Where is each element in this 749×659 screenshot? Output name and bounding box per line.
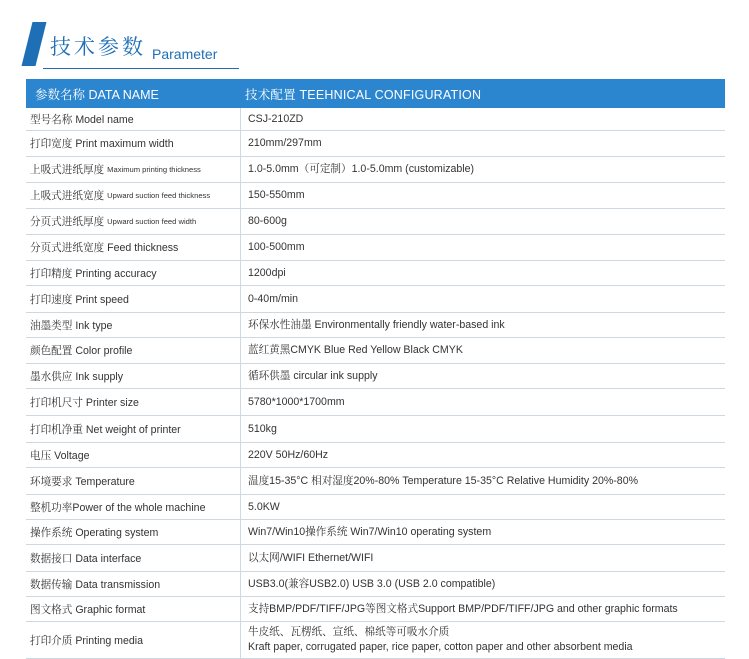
parameter-value	[248, 597, 678, 621]
title-underline	[43, 68, 239, 69]
parameter-name	[30, 157, 201, 182]
column-divider	[240, 261, 241, 285]
parameter-value-text: 80-600g	[248, 215, 287, 227]
parameter-value	[248, 338, 463, 363]
parameter-name-text: 打印机尺寸 Printer size	[30, 396, 139, 409]
table-row	[26, 338, 725, 364]
parameter-name	[30, 520, 158, 544]
parameter-name-text: 电压 Voltage	[30, 449, 90, 462]
parameter-value-text: 支持BMP/PDF/TIFF/JPG等图文格式Support BMP/PDF/TIFF/JPG and other graphic formats	[248, 602, 678, 615]
parameter-value-text: 牛皮纸、瓦楞纸、宣纸、棉纸等可吸水介质	[248, 626, 450, 638]
parameter-value	[248, 572, 495, 596]
parameter-value-text: 蓝红黄黑CMYK Blue Red Yellow Black CMYK	[248, 344, 463, 356]
parameter-name-text: 打印介质 Printing media	[30, 634, 144, 647]
parameter-value-text: CSJ-210ZD	[248, 112, 304, 125]
parameter-name	[30, 416, 181, 442]
parameter-value-text: 0-40m/min	[248, 292, 299, 305]
parameter-value	[248, 364, 378, 388]
parameter-value	[248, 261, 286, 285]
parameter-name	[30, 495, 205, 519]
table-row	[26, 572, 725, 597]
table-row	[26, 597, 725, 622]
column-divider	[240, 622, 241, 658]
parameter-name	[30, 261, 157, 285]
parameter-value	[248, 622, 633, 658]
parameter-value-text: 150-550mm	[248, 189, 305, 201]
parameter-name-text: 分页式进纸厚度	[30, 216, 105, 228]
parameter-value	[248, 157, 474, 182]
table-row	[26, 443, 725, 468]
parameter-value	[248, 131, 322, 156]
parameter-name-text: 数据接口 Data interface	[30, 552, 142, 565]
slash-decoration-icon	[22, 22, 47, 66]
parameter-value-text: 220V 50Hz/60Hz	[248, 448, 329, 461]
table-row	[26, 209, 725, 235]
table-row	[26, 131, 725, 157]
parameter-value	[248, 286, 298, 312]
column-divider	[240, 313, 241, 337]
header-configuration: 技术配置 TEEHNICAL CONFIGURATION	[245, 87, 482, 102]
parameter-name-text: 油墨类型 Ink type	[30, 319, 113, 332]
column-divider	[240, 235, 241, 260]
parameter-name-text: 操作系统 Operating system	[30, 526, 159, 539]
parameter-value-text: 5780*1000*1700mm	[248, 395, 345, 408]
parameter-value-text: 温度15-35°C 相对湿度20%-80% Temperature 15-35°C Relative Humidity 20%-80%	[248, 474, 639, 487]
parameter-name	[30, 443, 89, 467]
parameter-value-text: 5.0KW	[248, 500, 280, 513]
parameter-value-text-2: Kraft paper, corrugated paper, rice paper, cotton paper and other absorbent media	[248, 641, 633, 653]
parameter-value-text: 1.0-5.0mm（可定制）1.0-5.0mm (customizable)	[248, 163, 475, 175]
table-row	[26, 622, 725, 659]
parameter-name-text: 环境要求 Temperature	[30, 475, 135, 488]
column-divider	[240, 495, 241, 519]
parameter-name-text: 打印机净重 Net weight of printer	[30, 423, 181, 436]
parameter-name-text: 打印宽度 Print maximum width	[30, 138, 174, 150]
table-row	[26, 520, 725, 545]
column-divider	[240, 209, 241, 234]
parameter-name	[30, 108, 134, 130]
header-data-name: 参数名称 DATA NAME	[35, 87, 159, 102]
parameter-name	[30, 364, 123, 388]
table-row	[26, 468, 725, 495]
parameter-name-text: 打印精度 Printing accuracy	[30, 267, 157, 280]
parameter-table	[26, 79, 725, 659]
parameter-value-text: 1200dpi	[248, 266, 286, 279]
parameter-value	[248, 183, 305, 208]
parameter-name	[30, 183, 210, 208]
parameter-name	[30, 131, 174, 156]
title-chinese: 技术参数	[50, 35, 146, 59]
column-divider	[240, 572, 241, 596]
parameter-name	[30, 572, 160, 596]
parameter-value	[248, 443, 328, 467]
parameter-value	[248, 389, 345, 415]
column-divider	[240, 108, 241, 130]
column-divider	[240, 443, 241, 467]
parameter-value	[248, 545, 373, 571]
parameter-value	[248, 209, 287, 234]
parameter-value-text: Win7/Win10操作系统 Win7/Win10 operating system	[248, 525, 492, 538]
column-divider	[240, 545, 241, 571]
column-divider	[240, 597, 241, 621]
parameter-value-text: 210mm/297mm	[248, 137, 322, 149]
table-row	[26, 286, 725, 313]
column-divider	[240, 338, 241, 363]
table-row	[26, 495, 725, 520]
parameter-name-text: 数据传输 Data transmission	[30, 578, 161, 591]
parameter-value	[248, 416, 277, 442]
table-row	[26, 183, 725, 209]
column-divider	[240, 157, 241, 182]
title-english: Parameter	[152, 46, 218, 62]
table-row	[26, 389, 725, 416]
parameter-name-english: Maximum printing thickness	[107, 165, 201, 174]
column-divider	[240, 416, 241, 442]
parameter-value	[248, 468, 638, 494]
section-header	[0, 0, 749, 76]
table-row	[26, 261, 725, 286]
column-divider	[240, 286, 241, 312]
column-divider	[240, 520, 241, 544]
parameter-name	[30, 389, 139, 415]
parameter-name	[30, 286, 129, 312]
parameter-value	[248, 495, 280, 519]
parameter-name-english: Upward suction feed thickness	[107, 191, 211, 200]
table-row	[26, 108, 725, 131]
parameter-name	[30, 209, 196, 234]
column-divider	[240, 389, 241, 415]
parameter-value-text: 循环供墨 circular ink supply	[248, 369, 378, 382]
parameter-name-text: 整机功率Power of the whole machine	[30, 501, 206, 514]
parameter-name-text: 型号名称 Model name	[30, 113, 134, 126]
table-body	[26, 108, 725, 659]
parameter-name-text: 颜色配置 Color profile	[30, 345, 133, 357]
parameter-value-text: 以太网/WIFI Ethernet/WIFI	[248, 551, 374, 564]
parameter-value	[248, 313, 505, 337]
table-row	[26, 313, 725, 338]
parameter-name-text: 打印速度 Print speed	[30, 293, 129, 306]
parameter-name	[30, 338, 132, 363]
parameter-value-text: 环保水性油墨 Environmentally friendly water-based ink	[248, 318, 505, 331]
parameter-name-text: 上吸式进纸厚度	[30, 164, 105, 176]
column-divider	[240, 468, 241, 494]
parameter-name	[30, 622, 143, 658]
parameter-name-text: 分页式进纸宽度 Feed thickness	[30, 242, 179, 254]
parameter-name-text: 上吸式进纸宽度	[30, 190, 105, 202]
parameter-value-text: 510kg	[248, 422, 277, 435]
parameter-value-text: 100-500mm	[248, 241, 305, 253]
parameter-value	[248, 520, 491, 544]
table-row	[26, 235, 725, 261]
table-header	[26, 79, 725, 108]
parameter-value	[248, 235, 305, 260]
column-divider	[240, 364, 241, 388]
parameter-name-english: Upward suction feed width	[107, 217, 197, 226]
table-row	[26, 416, 725, 443]
table-row	[26, 545, 725, 572]
parameter-name	[30, 313, 112, 337]
parameter-name-text: 墨水供应 Ink supply	[30, 370, 124, 383]
table-row	[26, 157, 725, 183]
parameter-name	[30, 545, 141, 571]
table-row	[26, 364, 725, 389]
column-divider	[240, 183, 241, 208]
parameter-name	[30, 597, 145, 621]
parameter-value	[248, 108, 303, 130]
parameter-value-text: USB3.0(兼容USB2.0) USB 3.0 (USB 2.0 compatible)	[248, 577, 496, 590]
parameter-name	[30, 235, 178, 260]
column-divider	[240, 131, 241, 156]
parameter-name	[30, 468, 135, 494]
parameter-name-text: 图文格式 Graphic format	[30, 603, 146, 616]
